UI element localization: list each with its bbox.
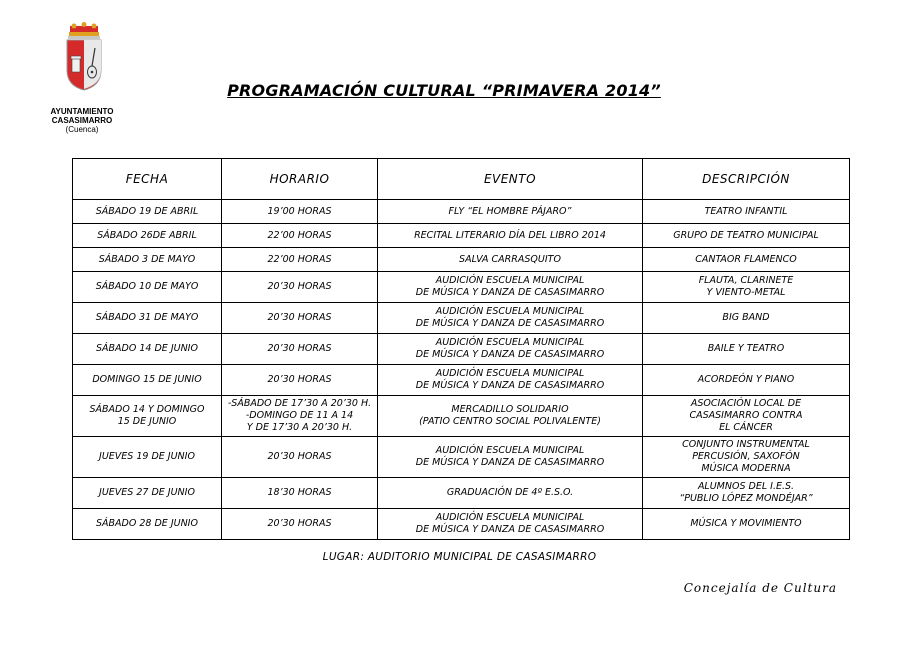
table-row <box>73 248 850 272</box>
organization-name <box>38 107 126 134</box>
cell-horario: 20’30 HORAS <box>222 272 378 303</box>
cell-evento: AUDICIÓN ESCUELA MUNICIPAL DE MÚSICA Y DANZA DE CASASIMARRO <box>378 509 643 540</box>
cell-fecha: SÁBADO 19 DE ABRIL <box>73 200 222 224</box>
table-row <box>73 200 850 224</box>
cell-fecha: JUEVES 19 DE JUNIO <box>73 437 222 478</box>
cell-horario: 20’30 HORAS <box>222 365 378 396</box>
org-line-1: AYUNTAMIENTO <box>50 107 114 116</box>
cell-evento: GRADUACIÓN DE 4º E.S.O. <box>378 478 643 509</box>
venue-text: LUGAR: AUDITORIO MUNICIPAL DE CASASIMARRO <box>322 551 597 563</box>
page-title: PROGRAMACIÓN CULTURAL “PRIMAVERA 2014” <box>227 81 661 100</box>
cell-fecha: SÁBADO 26DE ABRIL <box>73 224 222 248</box>
cell-descripcion: ALUMNOS DEL I.E.S. “PUBLIO LÓPEZ MONDÉJAR” <box>643 478 850 509</box>
cell-evento: AUDICIÓN ESCUELA MUNICIPAL DE MÚSICA Y DANZA DE CASASIMARRO <box>378 365 643 396</box>
cell-horario: -SÁBADO DE 17’30 A 20’30 H. -DOMINGO DE 11 A 14 Y DE 17’30 A 20’30 H. <box>222 396 378 437</box>
cell-horario: 19’00 HORAS <box>222 200 378 224</box>
cell-horario: 20’30 HORAS <box>222 303 378 334</box>
cell-descripcion: MÚSICA Y MOVIMIENTO <box>643 509 850 540</box>
cell-evento: AUDICIÓN ESCUELA MUNICIPAL DE MÚSICA Y DANZA DE CASASIMARRO <box>378 303 643 334</box>
cell-horario: 20’30 HORAS <box>222 509 378 540</box>
cell-descripcion: ACORDEÓN Y PIANO <box>643 365 850 396</box>
org-line-2: CASASIMARRO <box>51 116 113 125</box>
column-header-evento: EVENTO <box>378 159 643 200</box>
table-row <box>73 396 850 437</box>
schedule-table <box>72 158 850 540</box>
cell-evento: AUDICIÓN ESCUELA MUNICIPAL DE MÚSICA Y DANZA DE CASASIMARRO <box>378 272 643 303</box>
table-row <box>73 509 850 540</box>
cell-descripcion: TEATRO INFANTIL <box>643 200 850 224</box>
cell-horario: 20’30 HORAS <box>222 334 378 365</box>
column-header-descripcion: DESCRIPCIÓN <box>643 159 850 200</box>
table-row <box>73 224 850 248</box>
signature-text: Concejalía de Cultura <box>683 581 837 595</box>
cell-evento: AUDICIÓN ESCUELA MUNICIPAL DE MÚSICA Y DANZA DE CASASIMARRO <box>378 437 643 478</box>
cell-fecha: JUEVES 27 DE JUNIO <box>73 478 222 509</box>
cell-fecha: SÁBADO 28 DE JUNIO <box>73 509 222 540</box>
cell-horario: 22’00 HORAS <box>222 224 378 248</box>
cell-horario: 18’30 HORAS <box>222 478 378 509</box>
column-header-horario: HORARIO <box>222 159 378 200</box>
cell-horario: 22’00 HORAS <box>222 248 378 272</box>
cell-descripcion: BAILE Y TEATRO <box>643 334 850 365</box>
cell-descripcion: GRUPO DE TEATRO MUNICIPAL <box>643 224 850 248</box>
cell-fecha: SÁBADO 31 DE MAYO <box>73 303 222 334</box>
cell-descripcion: CANTAOR FLAMENCO <box>643 248 850 272</box>
org-line-3: (Cuenca) <box>65 125 99 134</box>
cell-descripcion: ASOCIACIÓN LOCAL DE CASASIMARRO CONTRA EL CÁNCER <box>643 396 850 437</box>
column-header-fecha: FECHA <box>73 159 222 200</box>
table-row <box>73 437 850 478</box>
cell-fecha: SÁBADO 14 Y DOMINGO 15 DE JUNIO <box>73 396 222 437</box>
table-row <box>73 303 850 334</box>
table-row <box>73 334 850 365</box>
table-row <box>73 365 850 396</box>
cell-horario: 20’30 HORAS <box>222 437 378 478</box>
table-row <box>73 478 850 509</box>
cell-descripcion: BIG BAND <box>643 303 850 334</box>
cell-evento: RECITAL LITERARIO DÍA DEL LIBRO 2014 <box>378 224 643 248</box>
cell-fecha: SÁBADO 14 DE JUNIO <box>73 334 222 365</box>
cell-descripcion: FLAUTA, CLARINETE Y VIENTO-METAL <box>643 272 850 303</box>
cell-evento: FLY “EL HOMBRE PÁJARO” <box>378 200 643 224</box>
cell-evento: SALVA CARRASQUITO <box>378 248 643 272</box>
cell-fecha: SÁBADO 3 DE MAYO <box>73 248 222 272</box>
table-row <box>73 272 850 303</box>
cell-fecha: DOMINGO 15 DE JUNIO <box>73 365 222 396</box>
cell-evento: AUDICIÓN ESCUELA MUNICIPAL DE MÚSICA Y DANZA DE CASASIMARRO <box>378 334 643 365</box>
table-header-row <box>73 159 850 200</box>
cell-evento: MERCADILLO SOLIDARIO (PATIO CENTRO SOCIAL POLIVALENTE) <box>378 396 643 437</box>
cell-descripcion: CONJUNTO INSTRUMENTAL PERCUSIÓN, SAXOFÓN MÚSICA MODERNA <box>643 437 850 478</box>
cell-fecha: SÁBADO 10 DE MAYO <box>73 272 222 303</box>
